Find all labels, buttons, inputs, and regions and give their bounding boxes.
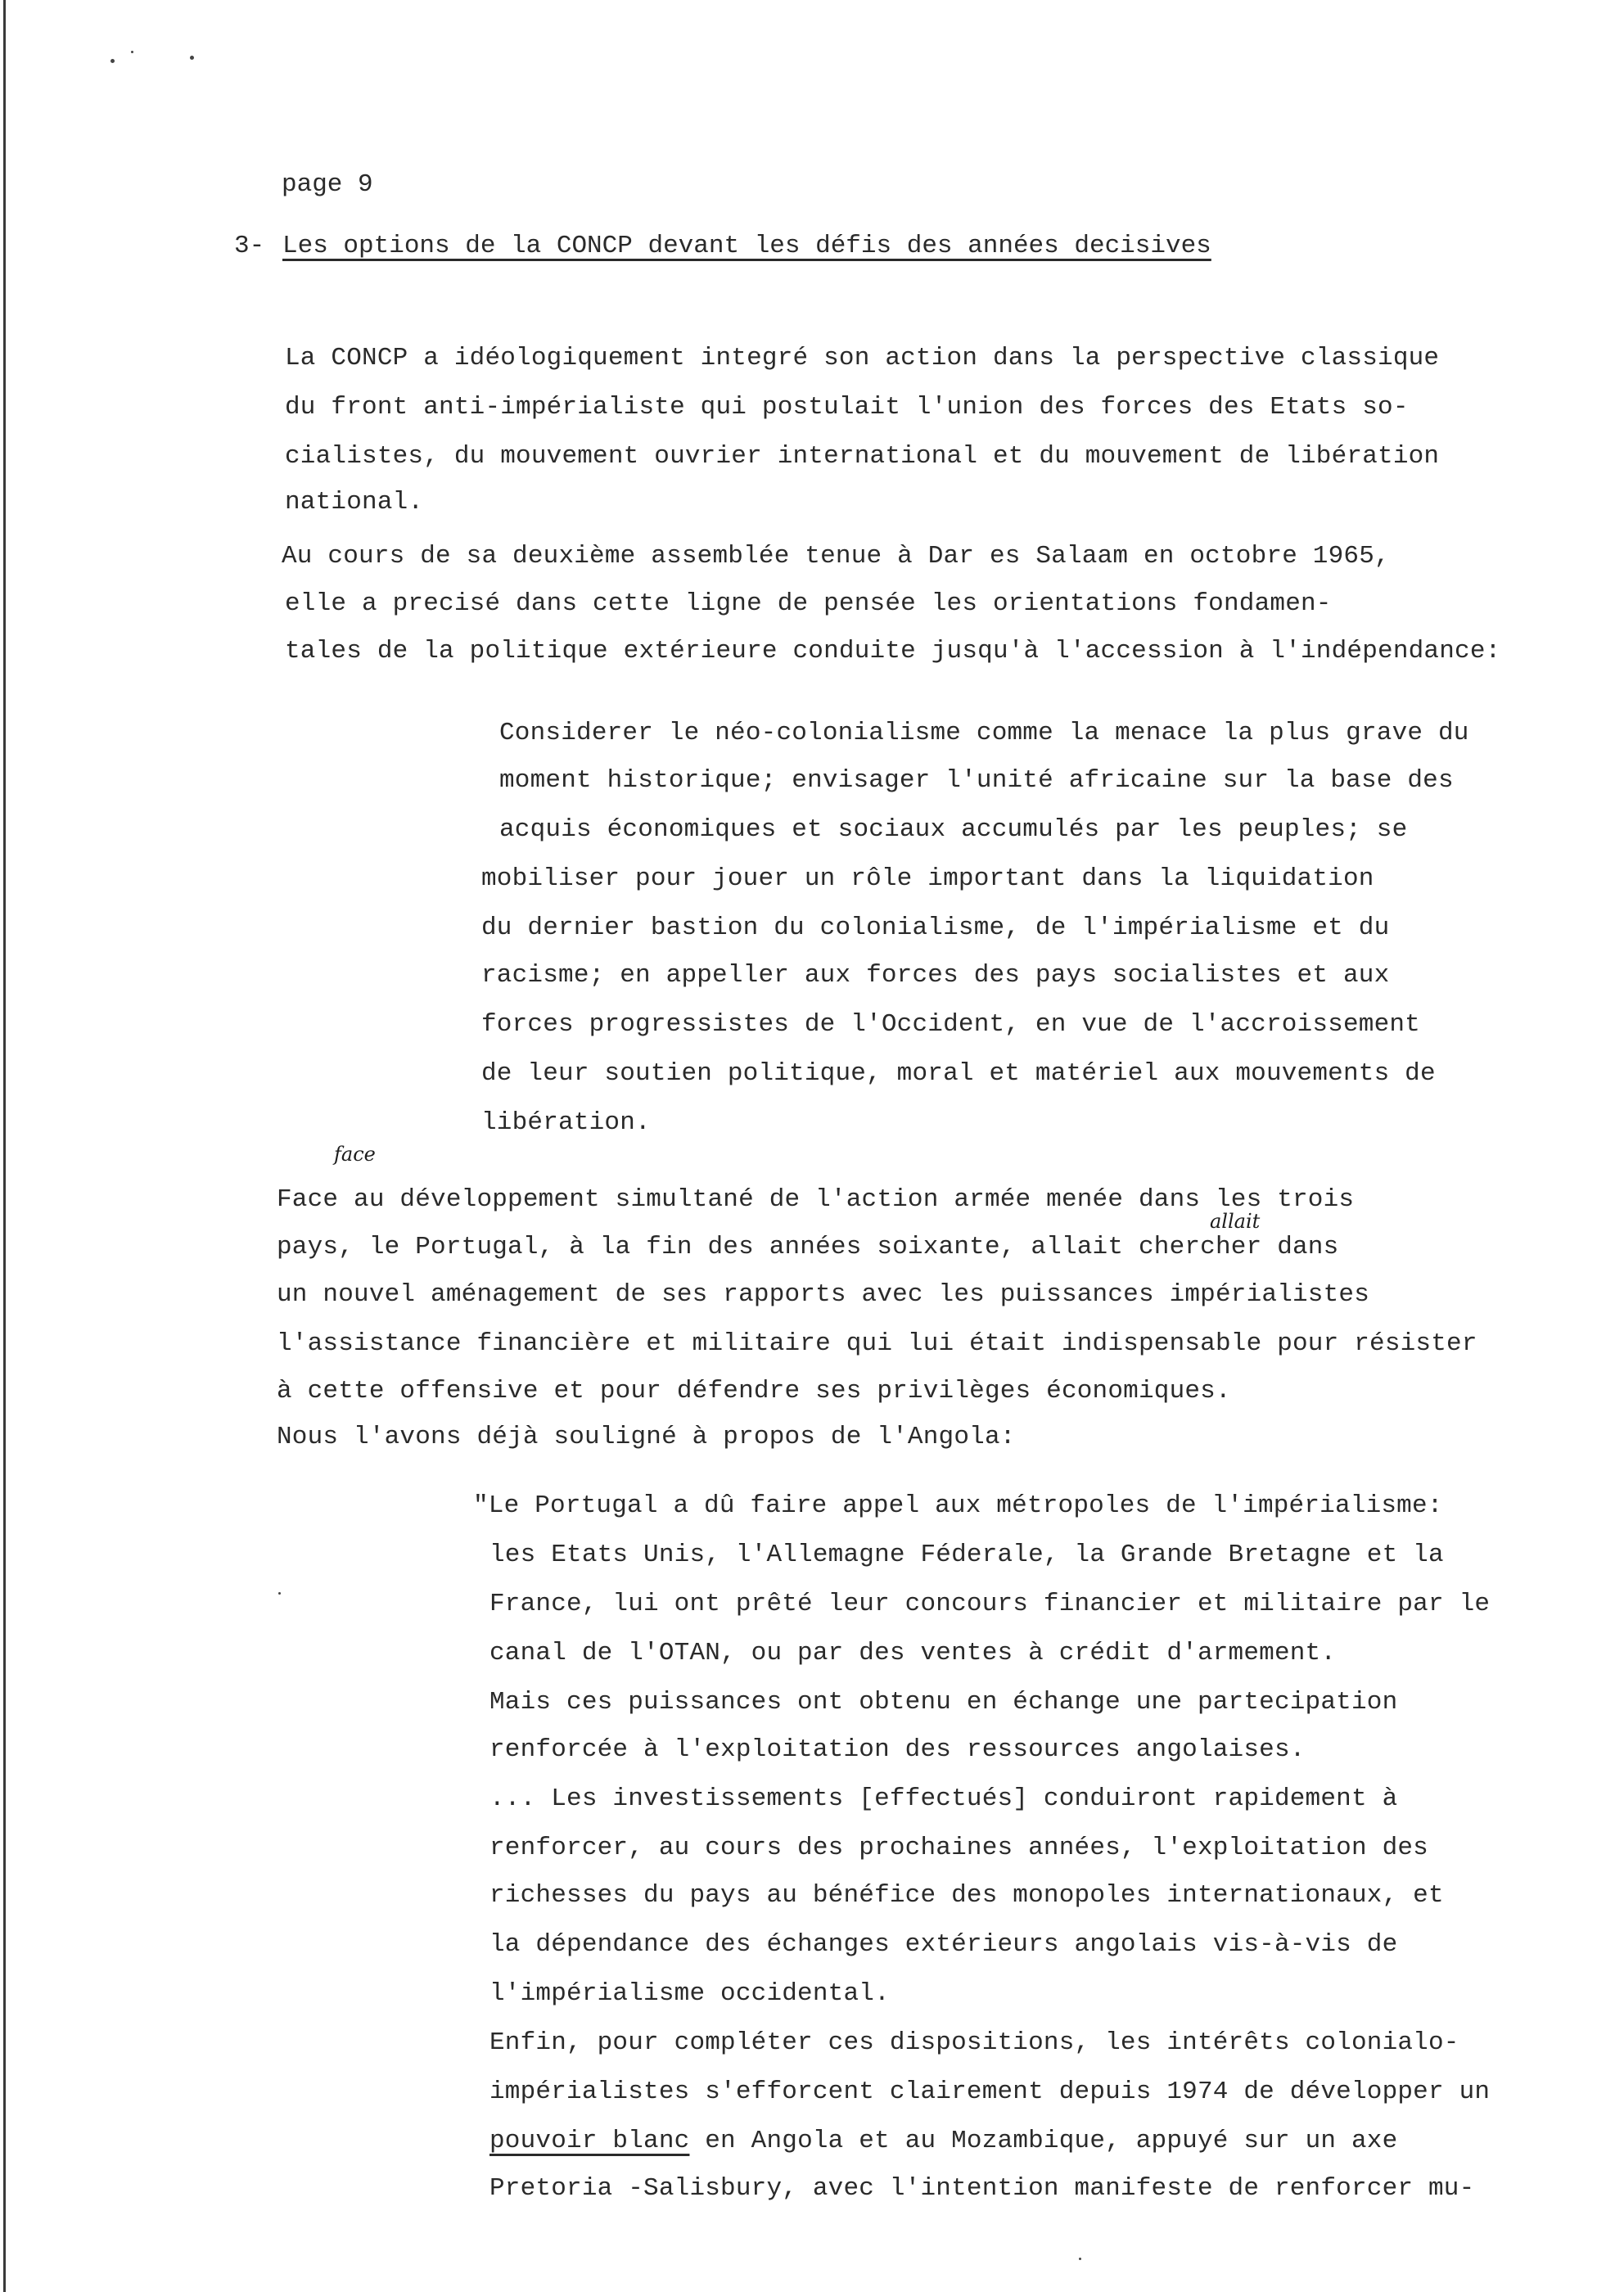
- section-heading: Les options de la CONCP devant les défis des années decisives: [282, 232, 1211, 260]
- page-number: page 9: [282, 170, 373, 199]
- scan-speck: [1079, 2258, 1081, 2260]
- text-line: la dépendance des échanges extérieurs angolais vis-à-vis de: [489, 1930, 1398, 1959]
- text-line: cialistes, du mouvement ouvrier international et du mouvement de libération: [285, 442, 1440, 471]
- text-line: Pretoria -Salisbury, avec l'intention manifeste de renforcer mu-: [489, 2174, 1475, 2203]
- text-line: forces progressistes de l'Occident, en vue de l'accroissement: [481, 1010, 1420, 1039]
- text-line: Mais ces puissances ont obtenu en échange une partecipation: [489, 1688, 1398, 1717]
- text-line: Enfin, pour compléter ces dispositions, les intérêts colonialo-: [489, 2028, 1459, 2057]
- text-line: mobiliser pour jouer un rôle important dans la liquidation: [481, 864, 1374, 893]
- scan-edge: [3, 0, 6, 2292]
- text-line: La CONCP a idéologiquement integré son action dans la perspective classique: [285, 344, 1440, 372]
- text-line: les Etats Unis, l'Allemagne Féderale, la Grande Bretagne et la: [489, 1541, 1444, 1569]
- text-line: renforcée à l'exploitation des ressources angolaises.: [489, 1735, 1306, 1764]
- text-line: de leur soutien politique, moral et matériel aux mouvements de: [481, 1059, 1436, 1088]
- text-line: du front anti-impérialiste qui postulait l'union des forces des Etats so-: [285, 393, 1409, 422]
- text-line: l'assistance financière et militaire qui lui était indispensable pour résister: [277, 1329, 1477, 1358]
- text-line: pays, le Portugal, à la fin des années soixante, allait chercher dans: [277, 1233, 1339, 1261]
- text-line: ... Les investissements [effectués] conduiront rapidement à: [489, 1784, 1398, 1813]
- text-line: national.: [285, 488, 424, 517]
- text-line: acquis économiques et sociaux accumulés par les peuples; se: [499, 815, 1408, 844]
- text-line: Nous l'avons déjà souligné à propos de l'Angola:: [277, 1423, 1016, 1451]
- section-number: 3-: [234, 232, 265, 260]
- text-line: moment historique; envisager l'unité africaine sur la base des: [499, 766, 1454, 795]
- text-line: richesses du pays au bénéfice des monopoles internationaux, et: [489, 1881, 1444, 1910]
- text-line: libération.: [481, 1108, 651, 1137]
- text-line: l'impérialisme occidental.: [489, 1979, 890, 2008]
- text-line: "Le Portugal a dû faire appel aux métropoles de l'impérialisme:: [473, 1491, 1443, 1520]
- text-line: Face au développement simultané de l'action armée menée dans les trois: [277, 1185, 1355, 1214]
- scan-speck: [278, 1592, 281, 1595]
- underlined-phrase: pouvoir blanc: [489, 2127, 690, 2155]
- text-line: elle a precisé dans cette ligne de pensée les orientations fondamen-: [285, 589, 1332, 618]
- text-line: racisme; en appeller aux forces des pays socialistes et aux: [481, 961, 1390, 990]
- text-line: France, lui ont prêté leur concours financier et militaire par le: [489, 1590, 1491, 1618]
- text-line: [489, 2125, 1397, 2158]
- text-line: renforcer, au cours des prochaines années, l'exploitation des: [489, 1834, 1428, 1862]
- text-line: à cette offensive et pour défendre ses privilèges économiques.: [277, 1377, 1231, 1405]
- text-line: Au cours de sa deuxième assemblée tenue à Dar es Salaam en octobre 1965,: [282, 542, 1390, 571]
- text-line: tales de la politique extérieure conduite jusqu'à l'accession à l'indépendance:: [285, 637, 1501, 665]
- text-line: impérialistes s'efforcent clairement depuis 1974 de développer un: [489, 2078, 1491, 2106]
- scan-speck: [190, 56, 194, 60]
- handwritten-note-face: face: [334, 1143, 376, 1166]
- scan-speck: [131, 51, 133, 53]
- text-line: du dernier bastion du colonialisme, de l'impérialisme et du: [481, 914, 1390, 942]
- text-fragment: en Angola et au Mozambique, appuyé sur un axe: [689, 2127, 1398, 2155]
- text-line: Considerer le néo-colonialisme comme la menace la plus grave du: [499, 719, 1469, 747]
- text-line: un nouvel aménagement de ses rapports avec les puissances impérialistes: [277, 1280, 1370, 1309]
- handwritten-note-allait: allait: [1210, 1210, 1261, 1233]
- scan-speck: [111, 59, 115, 63]
- text-line: canal de l'OTAN, ou par des ventes à crédit d'armement.: [489, 1639, 1337, 1667]
